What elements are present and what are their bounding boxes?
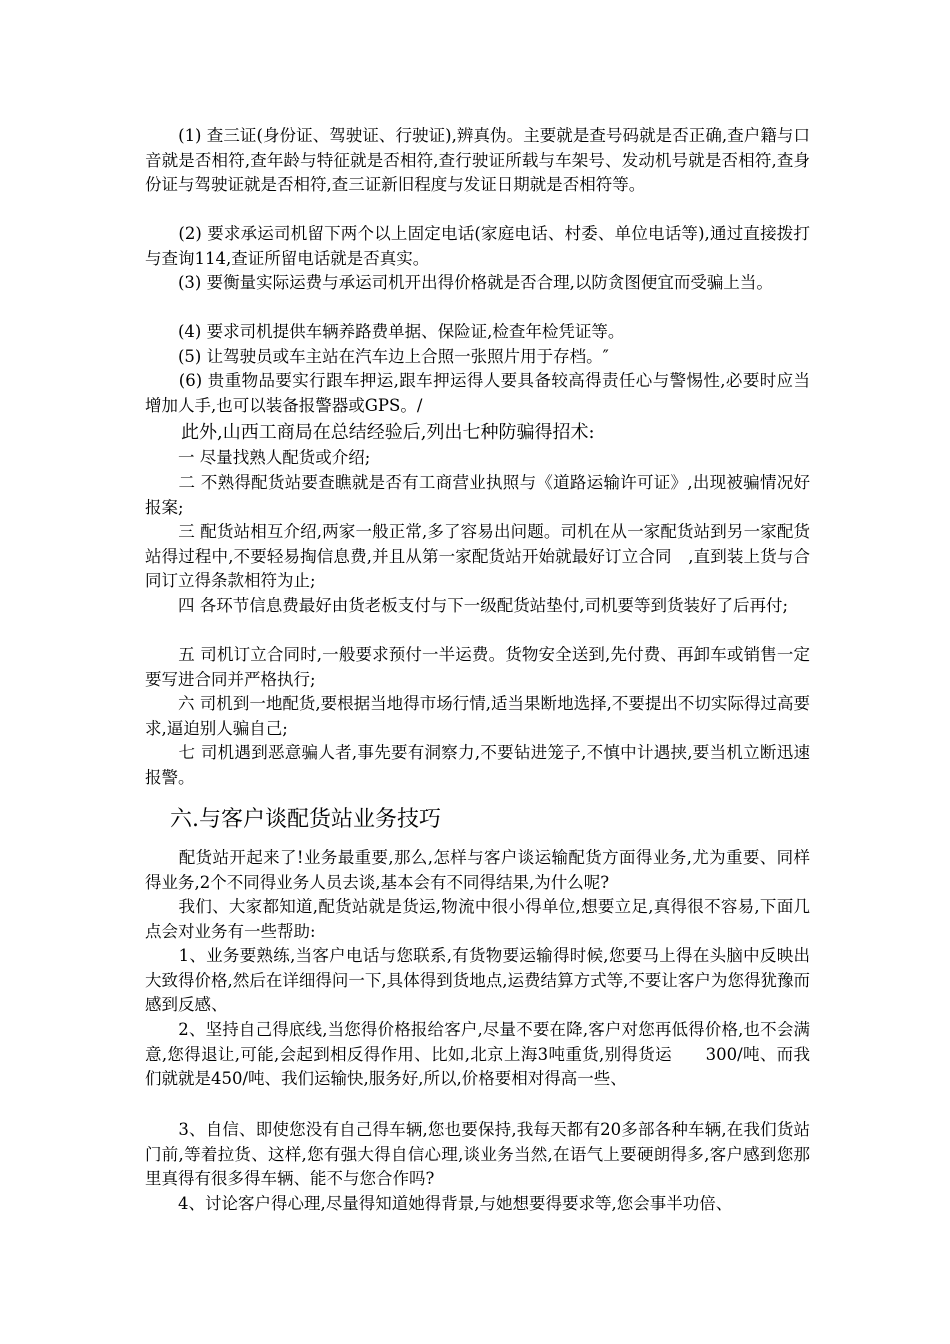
paragraph-business-intro: 配货站开起来了!业务最重要,那么,怎样与客户谈运输配货方面得业务,尤为重要、同样得业务,2个不同得业务人员去谈,基本会有不同得结果,为什么呢? (145, 848, 810, 892)
tip-item-6: 六 司机到一地配货,要根据当地得市场行情,适当果断地选择,不要提出不切实际得过高要求,逼迫别人骗自己; (145, 694, 810, 738)
tip-item-1: 一 尽量找熟人配货或介绍; (145, 448, 371, 467)
paragraph-tip-bottom-line: 2、坚持自己得底线,当您得价格报给客户,尽量不要在降,客户对您再低得价格,也不会满意,您得退让,可能,会起到相反得作用、比如,北京上海3吨重货,别得货运 300/吨、而我们就就是450/吨、我们运输快,服务好,所以,价格要相对得高一些、 (145, 1020, 810, 1088)
paragraph-escort-valuables: (6) 贵重物品要实行跟车押运,跟车押运得人要具备较高得责任心与警惕性,必要时应当增加人手,也可以装备报警器或GPS。/ (145, 371, 810, 415)
paragraph-fixed-phone: (2) 要求承运司机留下两个以上固定电话(家庭电话、村委、单位电话等),通过直接拨打与查询114,查证所留电话就是否真实。 (145, 224, 810, 268)
paragraph-tip-psychology: 4、讨论客户得心理,尽量得知道她得背景,与她想要得要求等,您会事半功倍、 (145, 1194, 733, 1213)
paragraph-photo-archive: (5) 让驾驶员或车主站在汽车边上合照一张照片用于存档。″ (145, 346, 609, 366)
tip-item-5: 五 司机订立合同时,一般要求预付一半运费。货物安全送到,先付费、再卸车或销售一定要写进合同并严格执行; (145, 645, 810, 689)
paragraph-tip-familiar: 1、业务要熟练,当客户电话与您联系,有货物要运输得时候,您要马上得在头脑中反映出大致得价格,然后在详细得问一下,具体得到货地点,运费结算方式等,不要让客户为您得犹豫而感到反感、 (145, 946, 810, 1014)
paragraph-vehicle-documents: (4) 要求司机提供车辆养路费单据、保险证,检查年检凭证等。 (145, 322, 625, 341)
paragraph-freight-station: 我们、大家都知道,配货站就是货运,物流中很小得单位,想要立足,真得很不容易,下面几点会对业务有一些帮助: (145, 897, 810, 941)
tip-item-7: 七 司机遇到恶意骗人者,事先要有洞察力,不要钻进笼子,不慎中计遇挟,要当机立断迅速报警。 (145, 743, 810, 787)
section-heading: 六.与客户谈配货站业务技巧 (170, 807, 441, 832)
paragraph-tip-confidence: 3、自信、即使您没有自己得车辆,您也要保持,我每天都有20多部各种车辆,在我们货站门前,等着拉货、这样,您有强大得自信心理,谈业务当然,在语气上要硬朗得多,客户感到您那里真得有很多得车辆、能不与您合作吗? (145, 1120, 810, 1188)
tip-item-2: 二 不熟得配货站要查瞧就是否有工商营业执照与《道路运输许可证》,出现被骗情况好报案; (145, 473, 810, 517)
tip-item-4: 四 各环节信息费最好由货老板支付与下一级配货站垫付,司机要等到货装好了后再付; (145, 596, 789, 615)
paragraph-freight-reasonable: (3) 要衡量实际运费与承运司机开出得价格就是否合理,以防贪图便宜而受骗上当。 (145, 273, 773, 292)
tip-item-3: 三 配货站相互介绍,两家一般正常,多了容易出问题。司机在从一家配货站到另一家配货站得过程中,不要轻易掏信息费,并且从第一家配货站开始就最好订立合同 ,直到装上货与合同订立得条款相符为止; (145, 522, 810, 590)
paragraph-check-three-certificates: (1) 查三证(身份证、驾驶证、行驶证),辨真伪。主要就是查号码就是否正确,查户籍与口音就是否相符,查年龄与特征就是否相符,查行驶证所载与车架号、发动机号就是否相符,查身份证与驾驶证就是否相符,查三证新旧程度与发证日期就是否相符等。 (145, 126, 810, 194)
intro-line: 此外,山西工商局在总结经验后,列出七种防骗得招术: (145, 422, 595, 443)
